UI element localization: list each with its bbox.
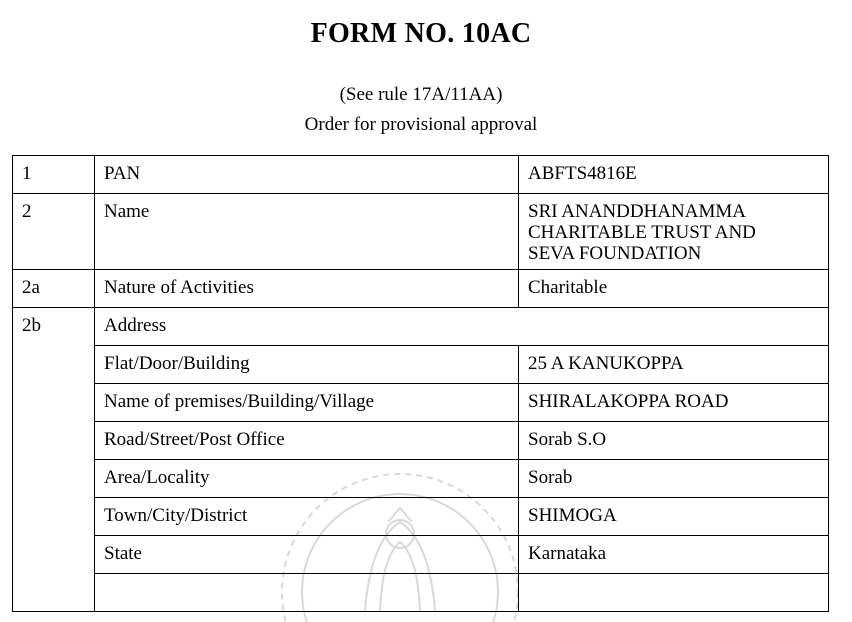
table-row-activities (13, 270, 829, 308)
field-value-pan: ABFTS4816E (519, 156, 829, 194)
table-row-name (13, 194, 829, 270)
table-row-flat (13, 346, 829, 384)
field-label-area: Area/Locality (95, 460, 519, 498)
table-row-road (13, 422, 829, 460)
field-value-area: Sorab (519, 460, 829, 498)
field-label-address: Address (95, 308, 829, 346)
table-row-premises (13, 384, 829, 422)
field-value-road: Sorab S.O (519, 422, 829, 460)
row-number: 2b (13, 308, 95, 612)
field-value-town: SHIMOGA (519, 498, 829, 536)
field-value-premises: SHIRALAKOPPA ROAD (519, 384, 829, 422)
field-label-town: Town/City/District (95, 498, 519, 536)
field-label-next (95, 574, 519, 612)
table-row-town (13, 498, 829, 536)
field-label-premises: Name of premises/Building/Village (95, 384, 519, 422)
rule-reference: (See rule 17A/11AA) (339, 84, 503, 105)
form-table (12, 155, 829, 612)
field-value-next (519, 574, 829, 612)
field-label-road: Road/Street/Post Office (95, 422, 519, 460)
field-label-pan: PAN (95, 156, 519, 194)
field-value-state: Karnataka (519, 536, 829, 574)
row-number: 2a (13, 270, 95, 308)
row-number: 1 (13, 156, 95, 194)
field-label-state: State (95, 536, 519, 574)
table-row-pan (13, 156, 829, 194)
field-label-flat: Flat/Door/Building (95, 346, 519, 384)
field-value-flat: 25 A KANUKOPPA (519, 346, 829, 384)
table-row-address (13, 308, 829, 346)
table-row-area (13, 460, 829, 498)
field-label-activities: Nature of Activities (95, 270, 519, 308)
table-row-state (13, 536, 829, 574)
field-value-activities: Charitable (519, 270, 829, 308)
form-title: FORM NO. 10AC (310, 18, 532, 49)
field-value-name: SRI ANANDDHANAMMA CHARITABLE TRUST AND SEVA FOUNDATION (519, 194, 829, 270)
row-number: 2 (13, 194, 95, 270)
field-label-name: Name (95, 194, 519, 270)
table-row-next (13, 574, 829, 612)
order-subtitle: Order for provisional approval (304, 114, 538, 135)
